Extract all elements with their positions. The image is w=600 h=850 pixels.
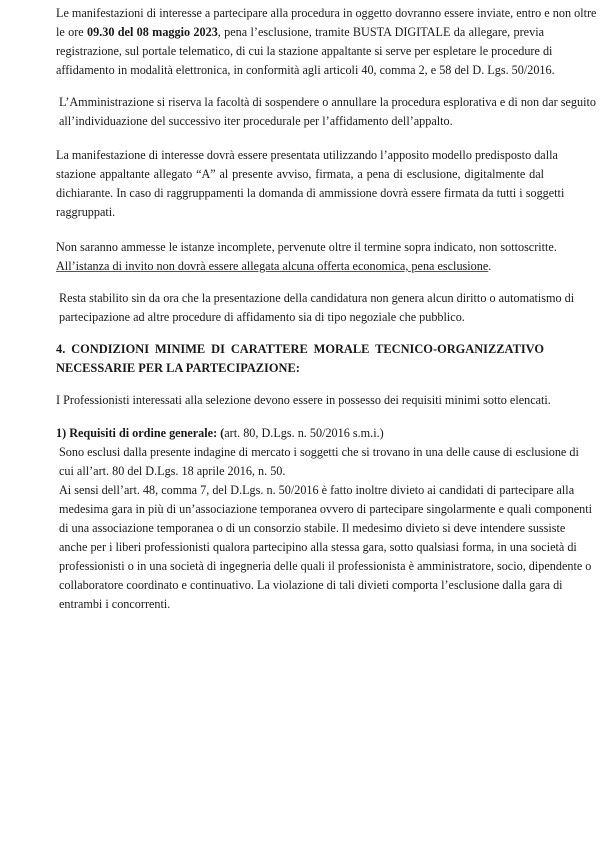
- req1-line: medesima gara in più di un’associazione temporanea ovvero di partecipare singolarmente e quali componenti: [59, 502, 593, 516]
- req1-line: cui all’art. 80 del D.Lgs. 18 aprile 2016, n. 50.: [59, 464, 286, 478]
- section-4-heading-cont: NECESSARIE PER LA PARTECIPAZIONE:: [56, 361, 300, 375]
- paragraph-inadmissible-line: Non saranno ammesse le istanze incomplete, pervenute oltre il termine sopra indicato, non sottoscritte.: [56, 240, 557, 254]
- req1-line: Sono esclusi dalla presente indagine di mercato i soggetti che si trovano in una delle cause di esclusione di: [59, 445, 579, 459]
- paragraph-no-offer-line: All’istanza di invito non dovrà essere allegata alcuna offerta economica, pena esclusione.: [56, 259, 492, 273]
- paragraph-submission-line: registrazione, sul portale telematico, di cui la stazione appaltante si serve per espletare le procedure di: [56, 44, 553, 58]
- section-4-intro: I Professionisti interessati alla selezione devono essere in possesso dei requisiti minimi sotto elencati.: [56, 393, 551, 407]
- paragraph-submission-line: Le manifestazioni di interesse a partecipare alla procedura in oggetto dovranno essere inviate, entro e non oltre: [56, 6, 597, 20]
- paragraph-model-line: La manifestazione di interesse dovrà essere presentata utilizzando l’apposito modello predisposto dalla: [56, 148, 558, 162]
- req1-line: Ai sensi dell’art. 48, comma 7, del D.Lgs. n. 50/2016 è fatto inoltre divieto ai candidati di partecipare alla: [59, 483, 575, 497]
- paragraph-administration-line: all’individuazione del successivo iter procedurale per l’affidamento dell’appalto.: [59, 114, 453, 128]
- paragraph-submission-deadline-line: le ore 09.30 del 08 maggio 2023, pena l’esclusione, tramite BUSTA DIGITALE da allegare, previa: [56, 25, 544, 39]
- req1-line: entrambi i concorrenti.: [59, 597, 171, 611]
- paragraph-submission-line: affidamento in modalità elettronica, in conformità agli articoli 40, comma 2, e 58 del D. Lgs. 50/2016.: [56, 63, 555, 77]
- deadline-date: 09.30 del 08 maggio 2023: [87, 25, 218, 39]
- paragraph-no-rights-line: partecipazione ad altre procedure di affidamento sia di tipo negoziale che pubblico.: [59, 310, 465, 324]
- paragraph-no-rights-line: Resta stabilito sin da ora che la presentazione della candidatura non genera alcun diritto o automatismo di: [59, 291, 575, 305]
- req1-line: di una associazione temporanea o di un consorzio stabile. Il medesimo divieto si deve intendere sussiste: [59, 521, 566, 535]
- req1-line: collaboratore coordinato e continuativo. La violazione di tali divieti comporta l’esclusione dalla gara di: [59, 578, 563, 592]
- paragraph-administration-line: L’Amministrazione si riserva la facoltà di sospendere o annullare la procedura esplorativa e di non dar seguito: [59, 95, 596, 109]
- section-4-heading: 4. CONDIZIONI MINIME DI CARATTERE MORALE TECNICO-ORGANIZZATIVO: [56, 342, 544, 356]
- paragraph-model-line: raggruppati.: [56, 205, 116, 219]
- req1-line: professionisti o in una società di ingegneria delle quali il professionista è amministratore, socio, dipendente o: [59, 559, 592, 573]
- paragraph-model-line: stazione appaltante allegato “A” al presente avviso, firmata, a pena di esclusione, digitalmente dal: [56, 167, 544, 181]
- req1-title: 1) Requisiti di ordine generale: (art. 80, D.Lgs. n. 50/2016 s.m.i.): [56, 426, 384, 440]
- paragraph-model-line: dichiarante. In caso di raggruppamenti la domanda di ammissione dovrà essere firmata da tutti i soggetti: [56, 186, 565, 200]
- req1-line: anche per i liberi professionisti qualora partecipino alla stessa gara, sotto qualsiasi forma, in una società di: [59, 540, 577, 554]
